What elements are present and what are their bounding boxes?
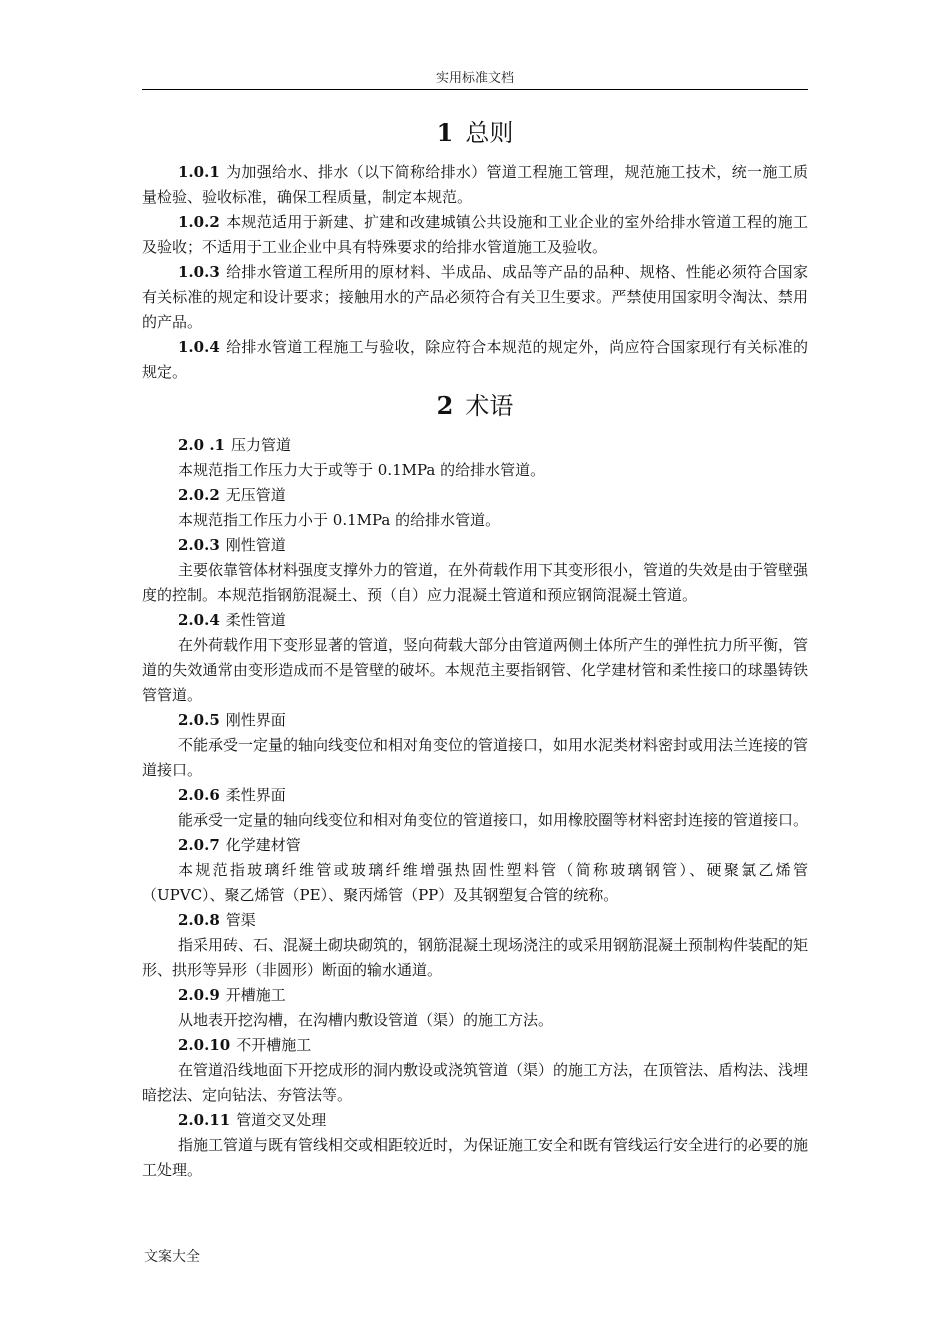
clause-text: 给排水管道工程施工与验收，除应符合本规范的规定外，尚应符合国家现行有关标准的规定。 xyxy=(142,338,808,381)
section-number: 2 xyxy=(436,391,454,420)
clause-number: 1.0.1 xyxy=(178,163,220,181)
term-name: 刚性界面 xyxy=(225,711,286,729)
term-definition: 主要依靠管体材料强度支撑外力的管道，在外荷载作用下其变形很小，管道的失效是由于管壁强度的控制。本规范指钢筋混凝土、预（自）应力混凝土管道和预应钢筒混凝土管道。 xyxy=(142,561,809,604)
term-name: 无压管道 xyxy=(225,486,286,504)
term-heading xyxy=(142,483,808,508)
term-definition: 指采用砖、石、混凝土砌块砌筑的，钢筋混凝土现场浇注的或采用钢筋混凝土预制构件装配的矩形、拱形等异形（非圆形）断面的输水通道。 xyxy=(142,936,809,979)
term-heading xyxy=(142,908,808,933)
section-title-terms xyxy=(142,385,808,427)
term-definition: 本规范指工作压力小于 0.1MPa 的给排水管道。 xyxy=(178,511,501,529)
section-number: 1 xyxy=(436,118,454,147)
term-name: 化学建材管 xyxy=(225,836,301,854)
term-heading xyxy=(142,433,808,458)
header-divider xyxy=(142,89,808,90)
clause xyxy=(142,335,808,385)
clause-number: 1.0.4 xyxy=(178,338,220,356)
term-definition: 在管道沿线地面下开挖成形的洞内敷设或浇筑管道（渠）的施工方法，在顶管法、盾构法、浅埋暗挖法、定向钻法、夯管法等。 xyxy=(142,1061,809,1104)
clause xyxy=(142,160,808,210)
term-name: 开槽施工 xyxy=(225,986,286,1004)
clause-number: 1.0.3 xyxy=(178,263,220,281)
term-name: 压力管道 xyxy=(230,436,291,454)
term-name: 管道交叉处理 xyxy=(236,1111,327,1129)
term-number: 2.0.6 xyxy=(178,786,220,804)
term-number: 2.0 .1 xyxy=(178,436,225,454)
term-heading xyxy=(142,708,808,733)
term-number: 2.0.7 xyxy=(178,836,220,854)
term-definition: 本规范指玻璃纤维管或玻璃纤维增强热固性塑料管（简称玻璃钢管）、硬聚氯乙烯管（UPVC）、聚乙烯管（PE）、聚丙烯管（PP）及其钢塑复合管的统称。 xyxy=(142,861,808,904)
term-heading xyxy=(142,608,808,633)
term-definition: 本规范指工作压力大于或等于 0.1MPa 的给排水管道。 xyxy=(178,461,546,479)
term-heading xyxy=(142,533,808,558)
term-heading xyxy=(142,783,808,808)
term-definition: 在外荷载作用下变形显著的管道，竖向荷载大部分由管道两侧土体所产生的弹性抗力所平衡，管道的失效通常由变形造成而不是管壁的破坏。本规范主要指钢管、化学建材管和柔性接口的球墨铸铁管管道。 xyxy=(142,636,809,704)
term-heading xyxy=(142,1108,808,1133)
term-heading xyxy=(142,1033,808,1058)
section-title-general xyxy=(142,112,808,154)
term-heading xyxy=(142,983,808,1008)
term-name: 刚性管道 xyxy=(225,536,286,554)
section-title-text: 术语 xyxy=(465,392,514,420)
term-heading xyxy=(142,833,808,858)
term-name: 柔性管道 xyxy=(225,611,286,629)
clause xyxy=(142,260,808,335)
term-number: 2.0.5 xyxy=(178,711,220,729)
page-footer: 文案大全 xyxy=(144,1249,200,1265)
term-number: 2.0.11 xyxy=(178,1111,231,1129)
term-definition: 指施工管道与既有管线相交或相距较近时，为保证施工安全和既有管线运行安全进行的必要的施工处理。 xyxy=(142,1136,809,1179)
clause-number: 1.0.2 xyxy=(178,213,220,231)
term-number: 2.0.3 xyxy=(178,536,220,554)
term-number: 2.0.4 xyxy=(178,611,220,629)
page-header: 实用标准文档 xyxy=(435,71,514,86)
term-number: 2.0.2 xyxy=(178,486,220,504)
term-definition: 能承受一定量的轴向线变位和相对角变位的管道接口，如用橡胶圈等材料密封连接的管道接口。 xyxy=(178,811,809,829)
term-name: 柔性界面 xyxy=(225,786,286,804)
term-definition: 从地表开挖沟槽，在沟槽内敷设管道（渠）的施工方法。 xyxy=(178,1011,554,1029)
term-number: 2.0.8 xyxy=(178,911,220,929)
document-body xyxy=(142,112,808,1183)
clause-text: 本规范适用于新建、扩建和改建城镇公共设施和工业企业的室外给排水管道工程的施工及验收；不适用于工业企业中具有特殊要求的给排水管道施工及验收。 xyxy=(142,213,808,256)
section-title-text: 总则 xyxy=(465,119,514,147)
clause-text: 给排水管道工程所用的原材料、半成品、成品等产品的品种、规格、性能必须符合国家有关标准的规定和设计要求；接触用水的产品必须符合有关卫生要求。严禁使用国家明令淘汰、禁用的产品。 xyxy=(142,263,808,331)
term-name: 管渠 xyxy=(225,911,256,929)
clause xyxy=(142,210,808,260)
term-number: 2.0.9 xyxy=(178,986,220,1004)
term-name: 不开槽施工 xyxy=(236,1036,312,1054)
clause-text: 为加强给水、排水（以下简称给排水）管道工程施工管理，规范施工技术，统一施工质量检验、验收标准，确保工程质量，制定本规范。 xyxy=(142,163,808,206)
term-definition: 不能承受一定量的轴向线变位和相对角变位的管道接口，如用水泥类材料密封或用法兰连接的管道接口。 xyxy=(142,736,809,779)
term-number: 2.0.10 xyxy=(178,1036,231,1054)
